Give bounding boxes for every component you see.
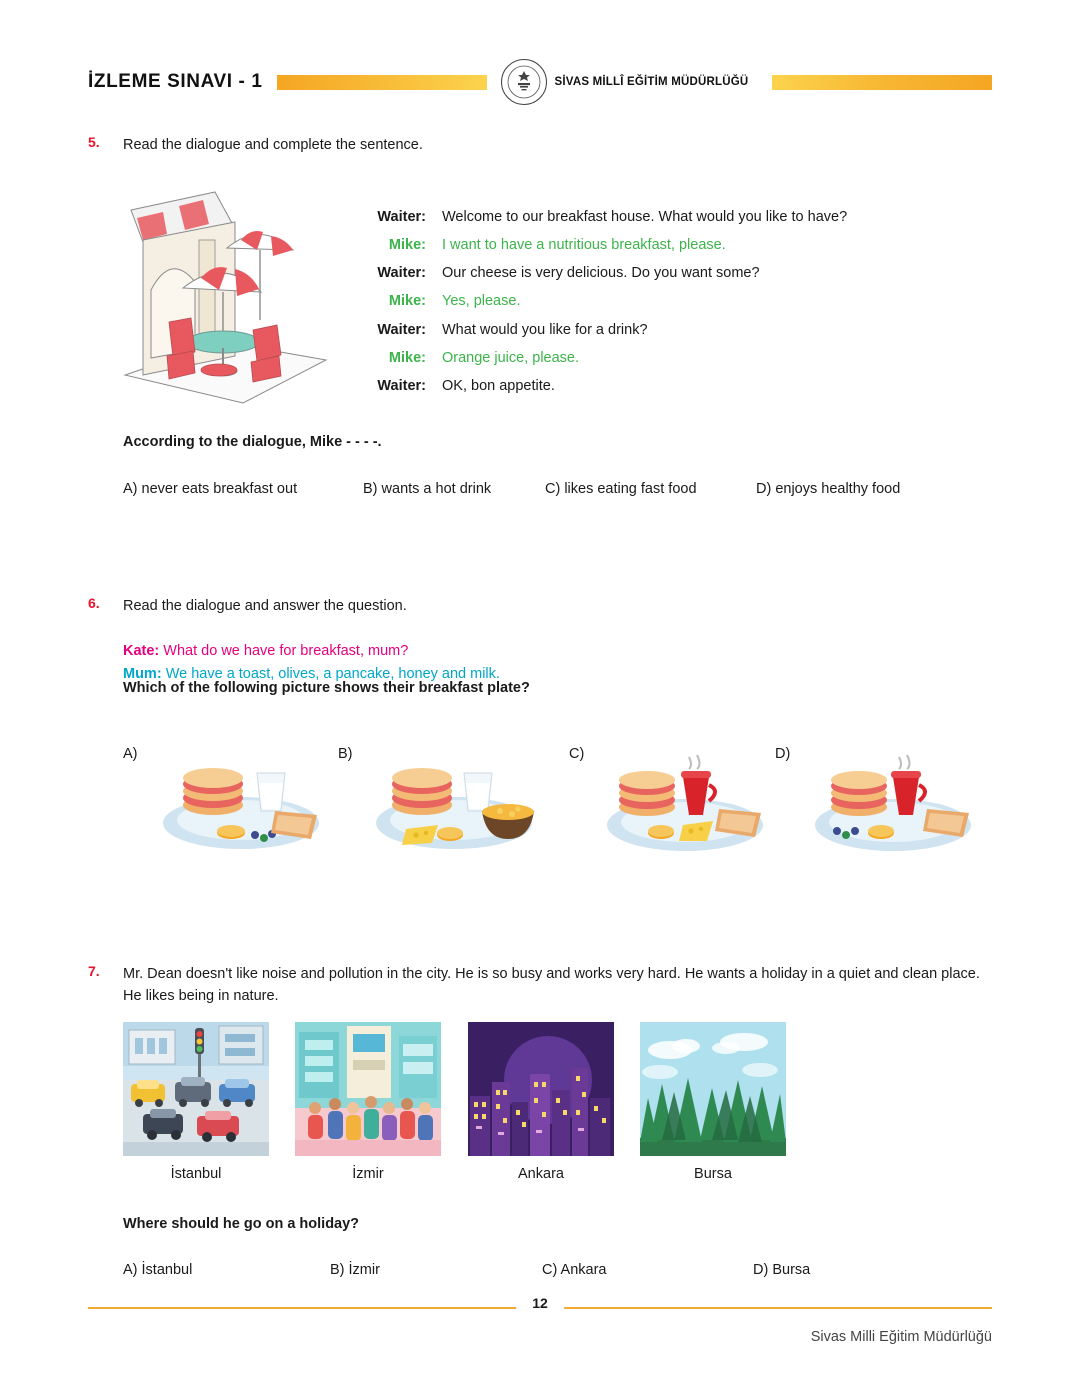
dialogue-text: What do we have for breakfast, mum? [163,643,409,659]
option-label: A) [123,746,138,762]
question-6-prompt: Read the dialogue and answer the question. [123,598,407,614]
dialogue-line [352,292,972,310]
dialogue-speaker: Waiter: [377,377,426,394]
dialogue-speaker: Mike: [388,349,426,366]
choice-option-c[interactable]: C) likes eating fast food [545,481,697,497]
city-caption: Ankara [518,1166,564,1182]
ministry-logo-text: SİVAS MİLLÎ EĞİTİM MÜDÜRLÜĞÜ [554,76,749,88]
dialogue-text: Orange juice, please. [442,349,580,366]
city-card-ankara[interactable] [468,1022,614,1182]
dialogue-line [352,321,972,339]
question-5-number: 5. [88,134,100,150]
page-number: 12 [516,1295,564,1311]
dialogue-line [352,208,972,226]
choice-option-c[interactable]: C) Ankara [542,1262,607,1278]
dialogue-text: I want to have a nutritious breakfast, please. [442,237,726,254]
choice-option-a[interactable]: A) never eats breakfast out [123,481,298,497]
dialogue-line [352,236,972,254]
city-card-izmir[interactable] [295,1022,441,1182]
dialogue-line [352,377,972,395]
dialogue-text: Yes, please. [442,293,521,310]
ministry-logo [501,59,749,105]
breakfast-plate-c-image [597,753,777,858]
choice-option-b[interactable]: B) İzmir [330,1262,380,1278]
night-city-skyline-image [468,1022,614,1156]
header-decor-bar-left [277,75,487,90]
question-5-prompt: Read the dialogue and complete the sentence. [123,137,423,153]
dialogue-line [352,349,972,367]
dialogue-text: What would you like for a drink? [442,321,648,338]
choice-option-b[interactable]: B) wants a hot drink [363,481,492,497]
dialogue-line [352,264,972,282]
question-6-number: 6. [88,595,100,611]
image-option-a[interactable] [123,745,138,763]
footer-credit: Sivas Milli Eğitim Müdürlüğü [810,1329,992,1345]
pine-forest-nature-image [640,1022,786,1156]
option-label: B) [338,746,353,762]
image-option-d[interactable] [775,745,790,763]
city-card-bursa[interactable] [640,1022,786,1182]
question-6-stem: Which of the following picture shows their breakfast plate? [123,680,530,696]
dialogue-speaker: Kate: [123,643,160,659]
question-7-number: 7. [88,963,100,979]
dialogue-line [123,640,500,663]
question-7-prompt: Mr. Dean doesn't like noise and pollution in the city. He is so busy and works very hard. He wants a holiday in a quiet and clean place. He likes being in nature. [123,966,980,1005]
question-6-image-options [123,745,993,865]
option-label: C) [569,746,585,762]
image-option-b[interactable] [338,745,353,763]
crowded-street-people-image [295,1022,441,1156]
city-card-istanbul[interactable] [123,1022,269,1182]
question-7-stem: Where should he go on a holiday? [123,1216,360,1232]
choice-option-a[interactable]: A) İstanbul [123,1262,193,1278]
question-5-stem: According to the dialogue, Mike - - - -. [123,434,382,450]
option-label: D) [775,746,791,762]
dialogue-text: Welcome to our breakfast house. What would you like to have? [442,209,848,225]
question-7-city-images [123,1022,1003,1192]
page-header [88,62,992,102]
image-option-c[interactable] [569,745,584,763]
dialogue-speaker: Waiter: [377,321,426,338]
city-caption: İzmir [352,1166,384,1182]
dialogue-speaker: Waiter: [377,209,426,225]
dialogue-text: OK, bon appetite. [442,377,555,394]
traffic-jam-city-image [123,1022,269,1156]
header-decor-bar-right [772,75,992,90]
city-caption: Bursa [694,1166,732,1182]
question-5-dialogue [352,208,972,405]
exam-title: İZLEME SINAVI - 1 [88,71,263,92]
dialogue-speaker: Mike: [388,237,426,254]
choice-option-d[interactable]: D) Bursa [753,1262,811,1278]
dialogue-text: We have a toast, olives, a pancake, honey and milk. [165,666,500,683]
dialogue-speaker: Mike: [388,293,426,310]
outdoor-cafe-illustration [123,170,328,405]
city-caption: İstanbul [170,1166,222,1182]
dialogue-text: Our cheese is very delicious. Do you want some? [442,265,760,282]
dialogue-speaker: Mum: [123,666,162,683]
breakfast-plate-b-image [366,753,546,858]
choice-option-d[interactable]: D) enjoys healthy food [756,481,901,497]
breakfast-plate-a-image [151,753,331,858]
breakfast-plate-d-image [803,753,983,858]
ministry-emblem-icon [501,59,547,105]
dialogue-speaker: Waiter: [377,265,426,282]
page-footer [88,1295,992,1345]
